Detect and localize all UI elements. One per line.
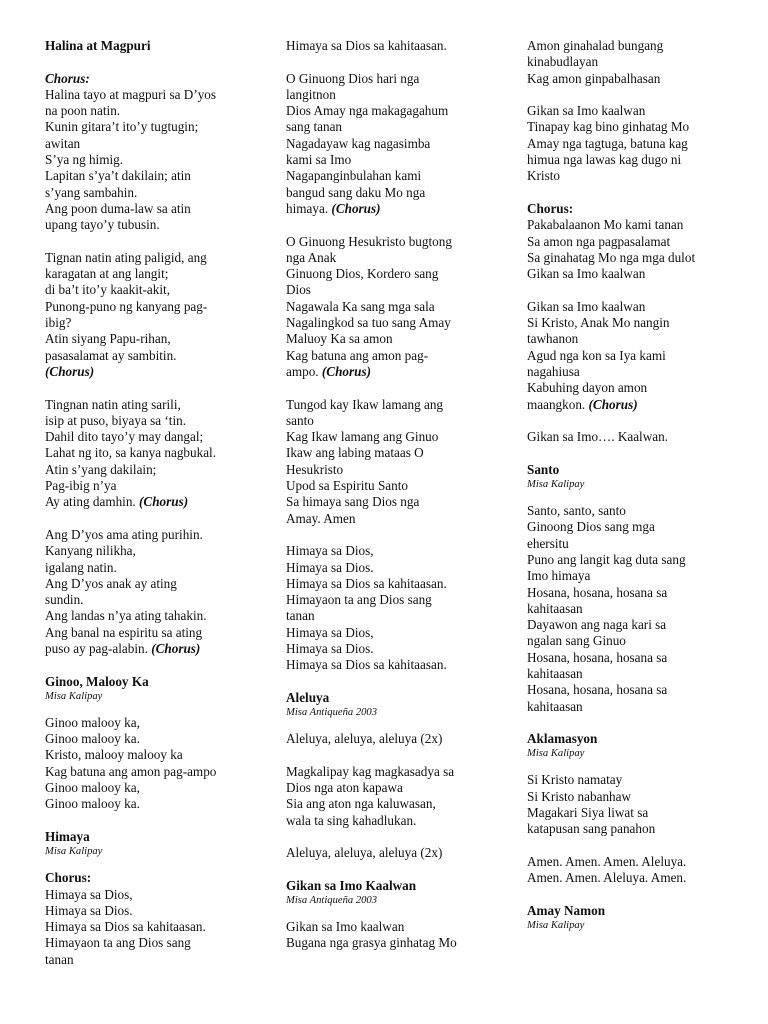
lyric-line: O Ginuong Hesukristo bugtong (286, 233, 452, 249)
section-title: Gikan sa Imo Kaalwan (286, 877, 417, 893)
lyric-line: Lahat ng ito, sa kanya nagbukal. (45, 445, 217, 461)
lyric-line: Himaya sa Dios sa kahitaasan. (286, 657, 447, 673)
lyric-line: sang tanan (286, 119, 343, 135)
lyric-line: karagatan at ang langit; (45, 266, 169, 282)
lyric-line: ibig? (45, 315, 72, 331)
lyric-line: kahitaasan (527, 698, 583, 714)
lyric-line: tanan (286, 608, 315, 624)
lyric-line: Kunin gitara’t ito’y tugtugin; (45, 119, 199, 135)
lyric-line: Dios (286, 282, 311, 298)
lyric-line: Dayawon ang naga kari sa (527, 617, 667, 633)
lyric-line: Himaya sa Dios, (45, 886, 133, 902)
lyric-line: Himaya sa Dios. (286, 640, 374, 656)
lyric-line: Imo himaya (527, 568, 591, 584)
lyric-line: Tinapay kag bino ginhatag Mo (527, 119, 690, 135)
lyric-line: Dios nga aton kapawa (286, 780, 403, 796)
lyric-line: Ginoo malooy ka, (45, 714, 140, 730)
section-title: Chorus: (527, 200, 574, 216)
lyric-line: Si Kristo, Anak Mo nangin (527, 315, 670, 331)
lyric-line: Amay nga tagtuga, batuna kag (527, 135, 688, 151)
spacer (286, 829, 516, 845)
lyric-line: awitan (45, 135, 81, 151)
lyric-line: Kabuhing dayon amon (527, 380, 648, 396)
section-title: Halina at Magpuri (45, 38, 151, 53)
lyric-line: Atin siyang Papu-rihan, (45, 331, 171, 347)
lyric-line: Ang poon duma-law sa atin (45, 200, 191, 216)
lyric-line: Kristo, malooy malooy ka (45, 747, 183, 763)
lyric-line: Hesukristo (286, 461, 344, 477)
lyric-text: maangkon. (527, 396, 589, 412)
lyric-line: Si Kristo nabanhaw (527, 788, 632, 804)
chorus-reference: (Chorus) (151, 640, 201, 656)
spacer (286, 719, 516, 731)
lyric-line: wala ta sing kahadlukan. (286, 812, 417, 828)
lyric-line: Himayaon ta ang Dios sang (45, 935, 191, 951)
spacer (45, 234, 275, 250)
chorus-reference: (Chorus) (588, 396, 638, 412)
lyric-line: Gikan sa Imo kaalwan (527, 298, 646, 314)
lyric-line: Himaya sa Dios sa kahitaasan. (45, 919, 206, 935)
spacer (527, 715, 757, 731)
stanza (286, 845, 516, 861)
stanza (527, 772, 757, 837)
spacer (527, 491, 757, 503)
stanza (527, 299, 757, 397)
lyric-line: himua nga lawas kag dugo ni (527, 152, 682, 168)
lyric-line: bangud sang daku Mo nga (286, 184, 426, 200)
lyric-line: kahitaasan (527, 600, 583, 616)
lyric-line: Pag-ibig n’ya (45, 478, 117, 494)
stanza (286, 731, 516, 747)
lyric-line: Santo, santo, santo (527, 503, 626, 519)
lyric-line: Dios Amay nga makagagahum (286, 103, 449, 119)
stanza (527, 38, 757, 87)
lyric-text: himaya. (286, 200, 332, 216)
spacer (45, 54, 275, 70)
lyric-line: Tignan natin ating paligid, ang (45, 249, 207, 265)
section-subtitle: Misa Kalipay (45, 690, 103, 702)
spacer (286, 907, 516, 919)
spacer (45, 511, 275, 527)
stanza (45, 87, 275, 234)
lyric-line: Nagadayaw kag nagasimba (286, 135, 431, 151)
stanza (286, 764, 516, 829)
lyric-line: santo (286, 412, 314, 428)
spacer (527, 838, 757, 854)
lyric-line: tanan (45, 951, 74, 967)
lyric-line: upang tayo’y tubusin. (45, 217, 160, 233)
stanza (527, 854, 757, 887)
spacer (286, 674, 516, 690)
lyric-line (527, 397, 757, 413)
section-title: Himaya (45, 828, 90, 844)
spacer (45, 657, 275, 673)
lyric-line: na poon natin. (45, 103, 121, 119)
lyric-line: Sa himaya sang Dios nga (286, 494, 420, 510)
lyric-line: Agud nga kon sa Iya kami (527, 347, 666, 363)
lyric-line: ehersitu (527, 535, 569, 551)
lyric-line: O Ginuong Dios hari nga (286, 70, 420, 86)
section-subtitle: Misa Kalipay (527, 748, 585, 760)
lyric-line: Sia ang aton nga kaluwasan, (286, 796, 436, 812)
lyric-line: kami sa Imo (286, 152, 352, 168)
lyric-line: s’yang sambahin. (45, 184, 138, 200)
lyric-line: Sa amon nga pagpasalamat (527, 233, 671, 249)
spacer (527, 887, 757, 903)
lyric-line (45, 494, 275, 510)
lyric-line: Kag amon ginpabalhasan (527, 70, 661, 86)
stanza (45, 715, 275, 813)
lyric-line: Gikan sa Imo…. Kaalwan. (527, 429, 668, 445)
lyric-line: Pakabalaanon Mo kami tanan (527, 217, 684, 233)
spacer (45, 380, 275, 396)
lyric-line (45, 641, 275, 657)
lyric-line: Si Kristo namatay (527, 772, 623, 788)
lyric-line: Ang D’yos anak ay ating (45, 575, 177, 591)
stanza (527, 103, 757, 184)
lyric-line: Ginoo malooy ka. (45, 796, 140, 812)
lyric-line: Atin s’yang dakilain; (45, 461, 157, 477)
lyric-line: Himaya sa Dios. (45, 902, 133, 918)
lyric-line: Hosana, hosana, hosana sa (527, 682, 668, 698)
lyric-line: Aleluya, aleluya, aleluya (2x) (286, 845, 443, 861)
column-3 (527, 38, 757, 932)
lyric-line: Upod sa Espiritu Santo (286, 478, 408, 494)
lyric-line: Amen. Amen. Aleluya. Amen. (527, 870, 687, 886)
spacer (527, 282, 757, 298)
stanza (45, 250, 275, 364)
lyric-line: Kag Ikaw lamang ang Ginuo (286, 429, 439, 445)
column-2 (286, 38, 516, 952)
lyric-line: Magkalipay kag magkasadya sa (286, 763, 455, 779)
section-title: Amay Namon (527, 902, 606, 918)
lyric-line: S’ya ng himig. (45, 152, 124, 168)
section-title: Ginoo, Malooy Ka (45, 673, 149, 689)
lyric-line: Nagalingkod sa tuo sang Amay (286, 315, 451, 331)
lyric-line: di ba’t ito’y kaakit-akit, (45, 282, 171, 298)
lyric-line: Ang D’yos ama ating purihin. (45, 526, 203, 542)
lyric-line: kinabudlayan (527, 54, 599, 70)
lyric-line: Amon ginahalad bungang (527, 38, 664, 53)
lyric-line: pasasalamat ay sambitin. (45, 347, 177, 363)
lyric-line: tawhanon (527, 331, 579, 347)
lyric-line: Himayaon ta ang Dios sang (286, 592, 432, 608)
lyric-line: Ginoo malooy ka, (45, 780, 140, 796)
lyric-line: Ang landas n’ya ating tahakin. (45, 608, 207, 624)
lyric-line: Aleluya, aleluya, aleluya (2x) (286, 731, 443, 747)
lyric-line: Hosana, hosana, hosana sa (527, 584, 668, 600)
section-subtitle: Misa Kalipay (527, 920, 585, 932)
lyric-line: Hosana, hosana, hosana sa (527, 649, 668, 665)
lyric-line: Punong-puno ng kanyang pag- (45, 298, 208, 314)
chorus-reference: (Chorus) (331, 200, 381, 216)
lyric-line: Amay. Amen (286, 510, 356, 526)
spacer (286, 747, 516, 763)
lyric-line: Gikan sa Imo kaalwan (527, 266, 646, 282)
lyric-line: kahitaasan (527, 665, 583, 681)
stanza (286, 234, 516, 364)
spacer (286, 862, 516, 878)
lyric-line: Puno ang langit kag duta sang (527, 551, 686, 567)
spacer (527, 185, 757, 201)
lyric-line: Kristo (527, 168, 560, 184)
lyric-line: Ginuong Dios, Kordero sang (286, 266, 439, 282)
lyric-line: Sa ginahatag Mo nga mga dulot (527, 249, 696, 265)
chorus-reference: (Chorus) (321, 363, 372, 379)
spacer (286, 217, 516, 233)
lyric-line: langitnon (286, 86, 336, 102)
lyric-line: Bugana nga grasya ginhatag Mo (286, 935, 457, 951)
lyric-line: Tingnan natin ating sarili, (45, 396, 181, 412)
stanza (286, 38, 516, 54)
lyric-line: katapusan sang panahon (527, 821, 656, 837)
lyric-text: Ay ating damhin. (45, 494, 140, 510)
section-title: Aklamasyon (527, 731, 598, 747)
column-1 (45, 38, 275, 968)
stanza (286, 543, 516, 673)
spacer (286, 54, 516, 70)
section-subtitle: Misa Antiqueña 2003 (286, 895, 378, 907)
lyric-line (286, 364, 516, 380)
stanza (45, 887, 275, 968)
chorus-reference: (Chorus) (139, 494, 189, 510)
section-subtitle: Misa Kalipay (45, 846, 103, 858)
spacer (286, 380, 516, 396)
lyric-line: Ang banal na espiritu sa ating (45, 624, 203, 640)
lyric-line: Gikan sa Imo kaalwan (527, 103, 646, 119)
chorus-reference: (Chorus) (45, 363, 95, 379)
spacer (527, 413, 757, 429)
lyric-line: Lapitan s’ya’t dakilain; atin (45, 168, 191, 184)
section-title: Santo (527, 461, 560, 477)
lyric-line: isip at puso, biyaya sa ‘tin. (45, 412, 187, 428)
lyric-line (286, 201, 516, 217)
lyric-line: Maluoy Ka sa amon (286, 331, 393, 347)
spacer (527, 445, 757, 461)
lyric-line: Himaya sa Dios sa kahitaasan. (286, 575, 447, 591)
stanza (45, 397, 275, 495)
lyric-line: ngalan sang Ginuo (527, 633, 626, 649)
lyric-line: Kag batuna ang amon pag-ampo (45, 763, 217, 779)
lyric-line: Dahil dito tayo’y may dangal; (45, 429, 204, 445)
lyric-line: Himaya sa Dios, (286, 624, 374, 640)
lyric-line: Himaya sa Dios sa kahitaasan. (286, 38, 447, 53)
lyric-line: Kag batuna ang amon pag- (286, 347, 429, 363)
lyric-text: ampo. (286, 363, 322, 379)
lyric-line: nagahiusa (527, 363, 580, 379)
stanza (45, 527, 275, 641)
lyric-line: Nagapanginbulahan kami (286, 168, 422, 184)
chorus-label: Chorus: (45, 70, 90, 86)
spacer (286, 527, 516, 543)
spacer (527, 87, 757, 103)
stanza (286, 919, 516, 952)
section-title: Chorus: (45, 870, 92, 886)
stanza (286, 71, 516, 201)
lyric-line: Kanyang nilikha, (45, 543, 136, 559)
spacer (45, 858, 275, 870)
section-subtitle: Misa Antiqueña 2003 (286, 707, 378, 719)
lyric-line: Tungod kay Ikaw lamang ang (286, 396, 444, 412)
stanza (527, 217, 757, 282)
stanza (527, 429, 757, 445)
stanza (286, 397, 516, 527)
spacer (527, 760, 757, 772)
lyric-line: Ginoo malooy ka. (45, 731, 140, 747)
lyric-text: puso ay pag-alabin. (45, 640, 152, 656)
lyric-line: Halina tayo at magpuri sa D’yos (45, 86, 217, 102)
section-subtitle: Misa Kalipay (527, 479, 585, 491)
lyric-line: Himaya sa Dios. (286, 559, 374, 575)
lyric-line: sundin. (45, 592, 84, 608)
lyric-line: Ikaw ang labing mataas O (286, 445, 424, 461)
lyric-line: Himaya sa Dios, (286, 543, 374, 559)
lyric-line: Gikan sa Imo kaalwan (286, 919, 405, 935)
lyric-line: Ginoong Dios sang mga (527, 519, 655, 535)
lyric-line: nga Anak (286, 249, 337, 265)
spacer (45, 703, 275, 715)
lyric-line: Magakari Siya liwat sa (527, 805, 649, 821)
spacer (45, 813, 275, 829)
lyric-line: Amen. Amen. Amen. Aleluya. (527, 853, 687, 869)
section-title: Aleluya (286, 689, 330, 705)
stanza (527, 503, 757, 715)
lyric-line: igalang natin. (45, 559, 117, 575)
lyric-line: Nagawala Ka sang mga sala (286, 298, 435, 314)
